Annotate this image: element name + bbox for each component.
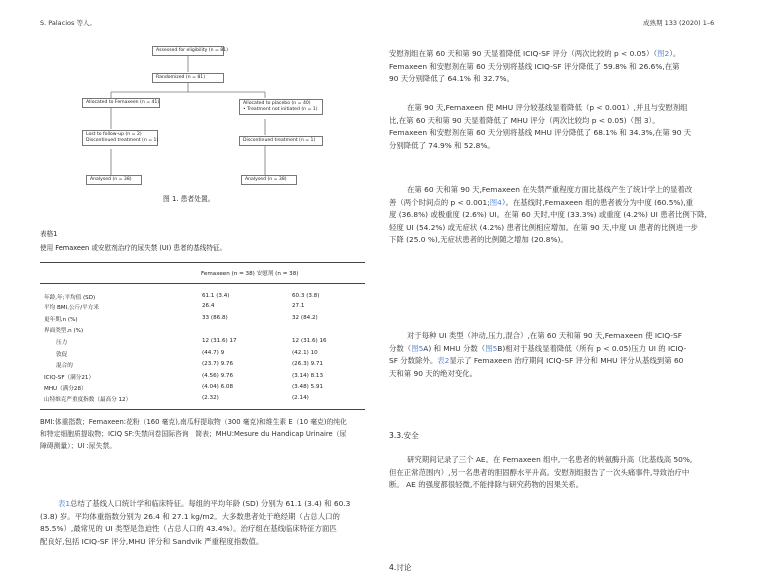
table-cell-placebo: 60.3 (3.8) bbox=[292, 293, 320, 299]
paragraph-line: 善（两个时间点的 p < 0.001;图4）。在基线时,Femaxeen 组的患者被分为中度 (60.5%),重 bbox=[389, 197, 694, 207]
table-cell-femaxeen: 61.1 (3.4) bbox=[202, 293, 230, 299]
paragraph-line: 下降 (25.0 %),无症状患者的比例随之增加 (20.8%)。 bbox=[389, 235, 568, 245]
table-cell-femaxeen: 26.4 bbox=[202, 303, 215, 309]
allocated-femaxeen-box: Allocated to Femaxeen (n = 41) bbox=[82, 98, 160, 108]
discontinued-right-box: Discontinued treatment (n = 1) bbox=[239, 136, 323, 146]
running-header-authors: S. Palacios 等人。 bbox=[40, 19, 96, 27]
baseline-paragraph bbox=[40, 498, 350, 548]
allocated-placebo-text: Allocated to placebo (n = 40) bbox=[243, 101, 311, 106]
table-cell-placebo: 27.1 bbox=[292, 303, 305, 309]
table-2-link[interactable]: 表2 bbox=[437, 356, 450, 366]
paragraph-line: 表1总结了基线人口统计学和临床特征。每组的平均年龄 (SD) 分别为 61.1 (3.4) 和 60.3 bbox=[58, 499, 351, 508]
table-cell-placebo: (3.14) 8.13 bbox=[292, 373, 324, 379]
table-header-rule bbox=[40, 283, 365, 284]
table-cell-femaxeen: 12 (31.6) 17 bbox=[202, 338, 237, 344]
eligibility-box: Assessed for eligibility (n = 81) bbox=[152, 46, 224, 56]
table-footnote bbox=[40, 416, 347, 452]
table-cell-femaxeen: (44.7) 9 bbox=[202, 350, 225, 356]
section-4-heading: 4.讨论 bbox=[389, 563, 412, 572]
icqsf-paragraph bbox=[389, 48, 680, 86]
figure-4-link[interactable]: 图4 bbox=[489, 197, 502, 207]
table-label: 表格1 bbox=[40, 230, 58, 238]
table-cell-placebo: (3.48) 5.91 bbox=[292, 384, 324, 390]
paragraph-line: 配良好,包括 ICIQ-SF 评分,MHU 评分和 Sandvik 严重程度指数值。 bbox=[40, 536, 264, 546]
paragraph-line: 断。 AE 的强度都很轻微,不能排除与研究药物的因果关系。 bbox=[389, 480, 584, 490]
paragraph-line: 90 天分别降低了 64.1% 和 32.7%。 bbox=[389, 74, 514, 84]
paragraph-line: 安慰剂组在第 60 天和第 90 天显着降低 ICIQ-SF 评分（两次比较的 p < 0.05）（图2）。 bbox=[389, 49, 681, 58]
paragraph-line: SF 分数除外。表2显示了 Femaxeen 治疗期间 ICIQ-SF 评分和 MHU 评分从基线到第 60 bbox=[389, 356, 684, 366]
table-column-header: Femaxeen (n = 38) 安慰剂 (n = 38) bbox=[201, 271, 299, 277]
table-cell-placebo: 32 (84.2) bbox=[292, 315, 318, 321]
table-cell-placebo: (26.3) 9.71 bbox=[292, 361, 324, 367]
allocated-placebo-box bbox=[239, 99, 323, 115]
table-cell-placebo: (42.1) 10 bbox=[292, 350, 318, 356]
lost-followup-text: Lost to follow-up (n = 2) bbox=[86, 132, 142, 137]
table-row-label: 山特维克严重度指数（最高分 12） bbox=[44, 397, 132, 403]
paragraph-line: 比,在第 60 天和第 90 天显着降低了 MHU 评分（两次比较均 p < 0.05)（图 3）。 bbox=[389, 115, 660, 125]
analysed-right-box: Analysed (n = 38) bbox=[241, 175, 297, 185]
table-1-link[interactable]: 表1 bbox=[58, 499, 71, 508]
table-cell-femaxeen: (4.56) 9.76 bbox=[202, 373, 234, 379]
paragraph-line: 在第 60 天和第 90 天,Femaxeen 在失禁严重程度方面比基线产生了统计学上的显着改 bbox=[407, 185, 693, 194]
paragraph-line: 分别降低了 74.9% 和 52.8%。 bbox=[389, 140, 495, 150]
table-row-label: ICIQ-SF（满分21） bbox=[44, 375, 95, 381]
discontinued-left-text: Discontinued treatment (n = 1) bbox=[86, 138, 159, 143]
table-cell-femaxeen: (4.04) 6.08 bbox=[202, 384, 234, 390]
figure-2-link[interactable]: 图2 bbox=[657, 49, 670, 58]
table-cell-femaxeen: (2.32) bbox=[202, 395, 219, 401]
paragraph-line: 天和第 90 天的绝对变化。 bbox=[389, 368, 478, 378]
paragraph-line: 对于每种 UI 类型（冲动,压力,混合）,在第 60 天和第 90 天,Femaxeen 使 ICIQ-SF bbox=[407, 331, 682, 340]
paragraph-line: Femaxeen 和安慰剂在第 60 天分别将基线 ICIQ-SF 评分降低了 59.8% 和 26.6%,在第 bbox=[389, 61, 680, 71]
table-row-label: MHU（满分28） bbox=[44, 386, 87, 392]
table-title: 使用 Femaxeen 或安慰剂治疗的尿失禁 (UI) 患者的基线特征。 bbox=[40, 244, 227, 252]
paragraph-line: 轻度 UI (54.2%) 或无症状 (4.2%) 患者比例相应增加。在第 90 天,中度 UI 患者的比例进一步 bbox=[389, 222, 698, 232]
table-row-label: 平均 BMI,公斤/平方米 bbox=[44, 305, 99, 311]
paragraph-line: (3.8) 岁。平均体重指数分别为 26.4 和 27.1 kg/m2。大多数患者处于绝经期（占总人口的 bbox=[40, 511, 340, 521]
safety-paragraph bbox=[389, 454, 692, 492]
table-row-label: 敦促 bbox=[56, 352, 68, 358]
running-header-journal: 成熟期 133 (2020) 1–6 bbox=[643, 19, 715, 27]
paragraph-line: 在第 90 天,Femaxeen 使 MHU 评分较基线显着降低（p < 0.001）,并且与安慰剂组 bbox=[407, 103, 688, 112]
table-row-label: 年龄,年;平均值 (SD) bbox=[44, 295, 96, 301]
table-row-label: 混合的 bbox=[56, 363, 73, 369]
section-3-3-heading: 3.3.安全 bbox=[389, 431, 419, 440]
table-cell-placebo: (2.14) bbox=[292, 395, 309, 401]
paragraph-line: 研究期间记录了三个 AE。在 Femaxeen 组中,一名患者的转氨酶升高（比基线高 50%, bbox=[407, 455, 693, 464]
severity-paragraph bbox=[389, 184, 707, 247]
table-bottom-rule bbox=[40, 409, 365, 410]
paragraph-line: 分数（图5A) 和 MHU 分数（图5B)相对于基线显着降低（所有 p < 0.05)压力 UI 的 ICIQ- bbox=[389, 343, 687, 353]
figure-5a-link[interactable]: 图5 bbox=[411, 343, 424, 353]
paragraph-line: 85.5%）,最常见的 UI 类型是急迫性（占总人口的 43.4%）。治疗组在基线临床特征方面匹 bbox=[40, 524, 337, 534]
paragraph-line: 度 (36.8%) 或极重度 (2.6%) UI。在第 60 天时,中度 (33.3%) 或重度 (4.2%) UI 患者比例下降, bbox=[389, 210, 707, 220]
table-row-label: 压力 bbox=[56, 340, 68, 346]
randomized-box: Randomized (n = 81) bbox=[152, 73, 224, 83]
lost-followup-box bbox=[82, 130, 158, 146]
figure-5b-link[interactable]: 图5 bbox=[485, 343, 498, 353]
ui-type-paragraph bbox=[389, 330, 686, 380]
footnote-line: 和特定细胞质提取物；ICIQ SF:失禁问卷国际咨询 简表；MHU:Mesure du Handicap Urinaire（尿 bbox=[40, 430, 347, 438]
table-cell-femaxeen: 33 (86.8) bbox=[202, 315, 228, 321]
paragraph-line: 但在正常范围内）,另一名患者的胆固醇水平升高。安慰剂组报告了一次头痛事件,导致治疗中 bbox=[389, 467, 690, 477]
figure-1-caption: 图 1. 患者处置。 bbox=[163, 195, 215, 203]
paragraph-line: Femaxeen 和安慰剂在第 60 天分别将基线 MHU 评分降低了 68.1% 和 34.3%,在第 90 天 bbox=[389, 128, 692, 138]
placebo-not-initiated-text: • Treatment not initiated (n = 1) bbox=[243, 107, 318, 112]
footnote-line: 障碍测量）；UI :尿失禁。 bbox=[40, 442, 116, 450]
mhu-paragraph bbox=[389, 102, 691, 152]
table-cell-femaxeen: (23.7) 9.76 bbox=[202, 361, 234, 367]
table-row-label: 更年期,n (%) bbox=[44, 317, 78, 323]
table-top-rule bbox=[40, 262, 365, 263]
flowchart-connectors bbox=[0, 0, 380, 200]
analysed-left-box: Analysed (n = 38) bbox=[86, 175, 142, 185]
footnote-line: BMI:体重指数；Femaxeen:花粉（160 毫克),南瓜籽提取物（300 毫克)和维生素 E（10 毫克)的纯化 bbox=[40, 418, 347, 426]
table-row-label: 界面类型,n (%) bbox=[44, 328, 84, 334]
table-cell-placebo: 12 (31.6) 16 bbox=[292, 338, 327, 344]
